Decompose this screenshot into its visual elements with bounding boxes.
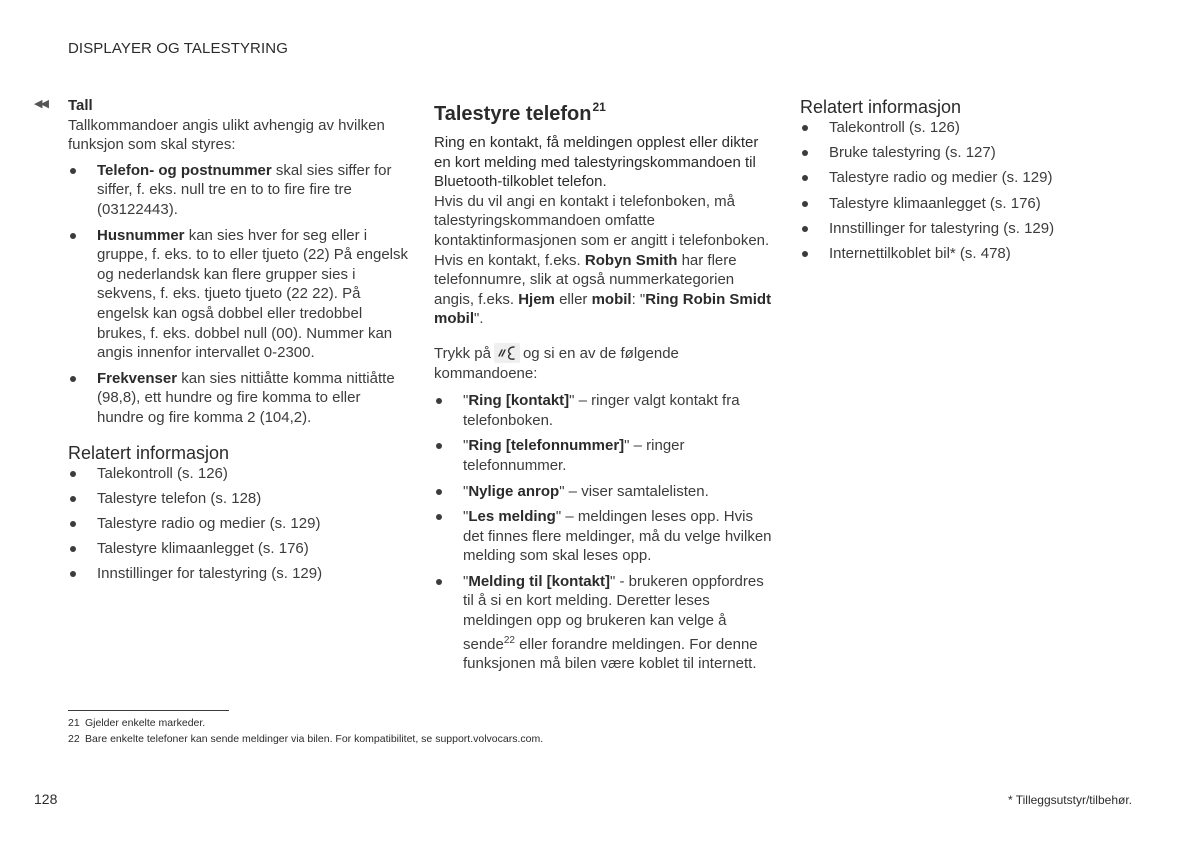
related-link[interactable]: Innstillinger for talestyring (s. 129) (68, 564, 408, 584)
page-header: DISPLAYER OG TALESTYRING (68, 40, 288, 57)
number-bullets (68, 161, 408, 428)
related-link[interactable]: Talestyre klimaanlegget (s. 176) (68, 539, 408, 559)
footnote-divider (68, 710, 229, 711)
related-link[interactable]: Bruke talestyring (s. 127) (800, 143, 1080, 163)
subheading-tall: Tall (68, 97, 93, 114)
related-link[interactable]: Talekontroll (s. 126) (800, 118, 1080, 138)
list-item: "Les melding" – meldingen leses opp. Hvis det finnes flere meldinger, må du velge hvilken melding som skal leses opp. (434, 507, 774, 566)
related-link[interactable]: Internettilkoblet bil* (s. 478) (800, 244, 1080, 264)
column-right (800, 96, 1080, 264)
related-link[interactable]: Talestyre radio og medier (s. 129) (68, 514, 408, 534)
related-link[interactable]: Talestyre klimaanlegget (s. 176) (800, 194, 1080, 214)
related-list (68, 464, 408, 584)
list-item: "Nylige anrop" – viser samtalelisten. (434, 482, 774, 502)
footnote: 22 Bare enkelte telefoner kan sende meldinger via bilen. For kompatibilitet, se support.volvocars.com. (68, 733, 544, 745)
double-left-arrow-icon[interactable]: ◀◀ (34, 98, 47, 110)
section-title: Talestyre telefon$^{21}$ (434, 100, 606, 125)
voice-control-icon (494, 343, 520, 363)
list-item: Telefon- og postnummer skal sies siffer for siffer, f. eks. null tre en to to fire fire tre (03122443). (68, 161, 408, 220)
list-item: "Ring [telefonnummer]" – ringer telefonnummer. (434, 436, 774, 475)
related-link[interactable]: Innstillinger for talestyring (s. 129) (800, 219, 1080, 239)
intro-text: Tallkommandoer angis ulikt avhengig av hvilken funksjon som skal styres: (68, 116, 385, 154)
lead-text: Ring en kontakt, få meldingen opplest eller dikter en kort melding med talestyringskommandoen til Bluetooth-tilkoblet telefon. (434, 134, 759, 191)
related-list (800, 118, 1080, 264)
related-heading: Relatert informasjon (68, 442, 230, 463)
instruction-paragraph: Trykk på og si en av de følgende kommandoene: (434, 344, 679, 382)
column-left (68, 96, 408, 584)
related-link[interactable]: Talestyre telefon (s. 128) (68, 489, 408, 509)
column-middle (434, 94, 774, 674)
related-link[interactable]: Talekontroll (s. 126) (68, 464, 408, 484)
list-item: Husnummer kan sies hver for seg eller i gruppe, f. eks. to to eller tjueto (22) På engelsk og nederlandsk kan flere grupper sies i sekvens, f. eks. tjueto tjueto (22 22). På engelsk kan også dobbel eller tredobbel brukes, f. eks. dobbel null (00). Nummer kan angis innenfor intervallet 0-2300. (68, 226, 408, 363)
page-number: 128 (34, 791, 58, 807)
list-item: "Ring [kontakt]" – ringer valgt kontakt fra telefonboken. (434, 391, 774, 430)
accessory-note: * Tilleggsutstyr/tilbehør. (1007, 793, 1132, 807)
related-heading: Relatert informasjon (800, 97, 962, 117)
list-item: "Melding til [kontakt]" - brukeren oppfordres til å si en kort melding. Deretter leses meldingen opp og brukeren kan velge å sende$^{22}$ eller forandre meldingen. For denne funksjonen må bilen være koblet til internett. (434, 572, 774, 674)
footnote: 21 Gjelder enkelte markeder. (68, 717, 206, 729)
command-bullets (434, 391, 774, 674)
list-item: Frekvenser kan sies nittiåtte komma nittiåtte (98,8), ett hundre og fire komma to eller hundre og fire komma 2 (104,2). (68, 369, 408, 428)
related-link[interactable]: Talestyre radio og medier (s. 129) (800, 168, 1080, 188)
contact-paragraph: Hvis du vil angi en kontakt i telefonboken, må talestyringskommandoen omfatte kontaktinformasjonen som er angitt i telefonboken. Hvis en kontakt, f.eks. Robyn Smith har flere telefonnumre, slik at også nummerkategorien angis, f.eks. Hjem eller mobil: "Ring Robin Smidt mobil". (434, 192, 772, 328)
